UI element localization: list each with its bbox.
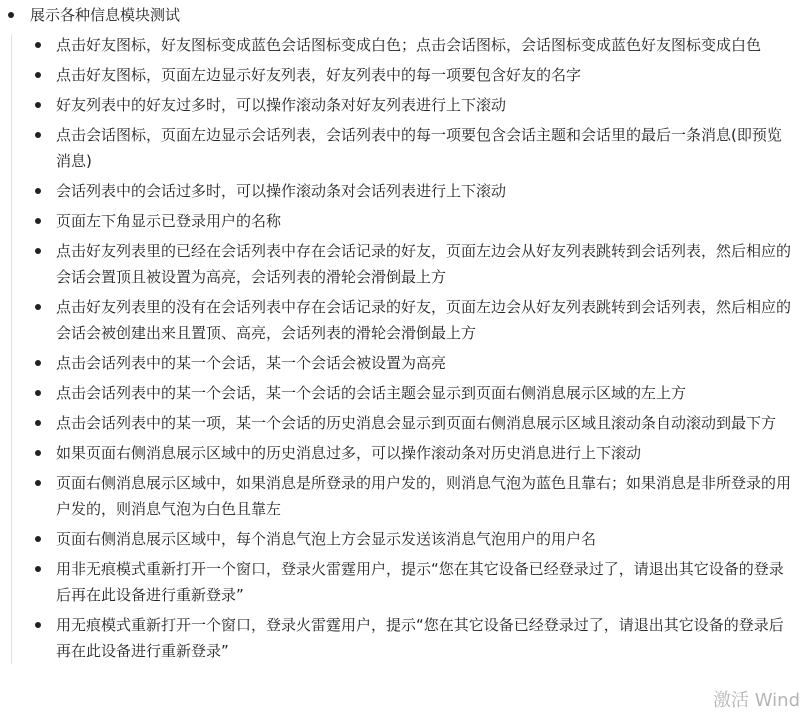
outer-list-item xyxy=(0,2,800,28)
list-item-text: 页面左下角显示已登录用户的名称 xyxy=(56,212,282,230)
list-item-text: 点击会话图标，页面左边显示会话列表，会话列表中的每一项要包含会话主题和会话里的最后一条消息(即预览消息) xyxy=(56,126,782,170)
list-item xyxy=(0,350,800,376)
test-case-list xyxy=(0,32,800,664)
bullet-icon xyxy=(35,72,41,78)
list-item-text: 会话列表中的会话过多时，可以操作滚动条对会话列表进行上下滚动 xyxy=(56,182,507,200)
bullet-icon xyxy=(35,450,41,456)
bullet-icon xyxy=(35,360,41,366)
list-item xyxy=(0,62,800,88)
bullet-icon xyxy=(35,248,41,254)
list-item xyxy=(0,208,800,234)
list-item xyxy=(0,470,800,522)
list-item-text: 点击会话列表中的某一个会话，某一个会话的会话主题会显示到页面右侧消息展示区域的左上方 xyxy=(56,384,687,402)
bullet-icon xyxy=(35,102,41,108)
list-item xyxy=(0,122,800,174)
bullet-icon xyxy=(35,622,41,628)
list-item-text: 页面右侧消息展示区域中，如果消息是所登录的用户发的，则消息气泡为蓝色且靠右；如果消息是非所登录的用户发的，则消息气泡为白色且靠左 xyxy=(56,474,792,518)
bullet-icon xyxy=(35,218,41,224)
list-item-text: 如果页面右侧消息展示区域中的历史消息过多，可以操作滚动条对历史消息进行上下滚动 xyxy=(56,444,642,462)
list-item xyxy=(0,294,800,346)
bullet-icon xyxy=(35,566,41,572)
bullet-icon xyxy=(35,480,41,486)
section-heading: 展示各种信息模块测试 xyxy=(30,6,181,24)
list-item xyxy=(0,32,800,58)
list-item-text: 好友列表中的好友过多时，可以操作滚动条对好友列表进行上下滚动 xyxy=(56,96,507,114)
list-item xyxy=(0,380,800,406)
bullet-icon xyxy=(35,304,41,310)
list-item xyxy=(0,178,800,204)
list-item-text: 页面右侧消息展示区域中，每个消息气泡上方会显示发送该消息气泡用户的用户名 xyxy=(56,530,597,548)
list-item-text: 用无痕模式重新打开一个窗口，登录火雷霆用户，提示“您在其它设备已经登录过了，请退出其它设备的登录后再在此设备进行重新登录” xyxy=(56,616,784,660)
list-item-text: 点击会话列表中的某一项，某一个会话的历史消息会显示到页面右侧消息展示区域且滚动条自动滚动到最下方 xyxy=(56,414,777,432)
list-item-text: 点击会话列表中的某一个会话，某一个会话会被设置为高亮 xyxy=(56,354,447,372)
list-item xyxy=(0,238,800,290)
list-item-text: 点击好友图标，页面左边显示好友列表，好友列表中的每一项要包含好友的名字 xyxy=(56,66,582,84)
bullet-icon xyxy=(8,12,14,18)
list-item-text: 点击好友图标，好友图标变成蓝色会话图标变成白色；点击会话图标，会话图标变成蓝色好友图标变成白色 xyxy=(56,36,762,54)
activation-watermark: 激活 Wind xyxy=(713,690,800,711)
list-item xyxy=(0,526,800,552)
list-item-text: 点击好友列表里的已经在会话列表中存在会话记录的好友，页面左边会从好友列表跳转到会话列表，然后相应的会话会置顶且被设置为高亮，会话列表的滑轮会滑倒最上方 xyxy=(56,242,792,286)
list-item xyxy=(0,410,800,436)
bullet-icon xyxy=(35,420,41,426)
list-item xyxy=(0,556,800,608)
list-item xyxy=(0,440,800,466)
list-item-text: 用非无痕模式重新打开一个窗口，登录火雷霆用户，提示“您在其它设备已经登录过了，请退出其它设备的登录后再在此设备进行重新登录” xyxy=(56,560,784,604)
list-item xyxy=(0,92,800,118)
bullet-icon xyxy=(35,188,41,194)
bullet-icon xyxy=(35,42,41,48)
list-item xyxy=(0,612,800,664)
bullet-icon xyxy=(35,536,41,542)
bullet-icon xyxy=(35,390,41,396)
bullet-icon xyxy=(35,132,41,138)
list-item-text: 点击好友列表里的没有在会话列表中存在会话记录的好友，页面左边会从好友列表跳转到会话列表，然后相应的会话会被创建出来且置顶、高亮，会话列表的滑轮会滑倒最上方 xyxy=(56,298,792,342)
